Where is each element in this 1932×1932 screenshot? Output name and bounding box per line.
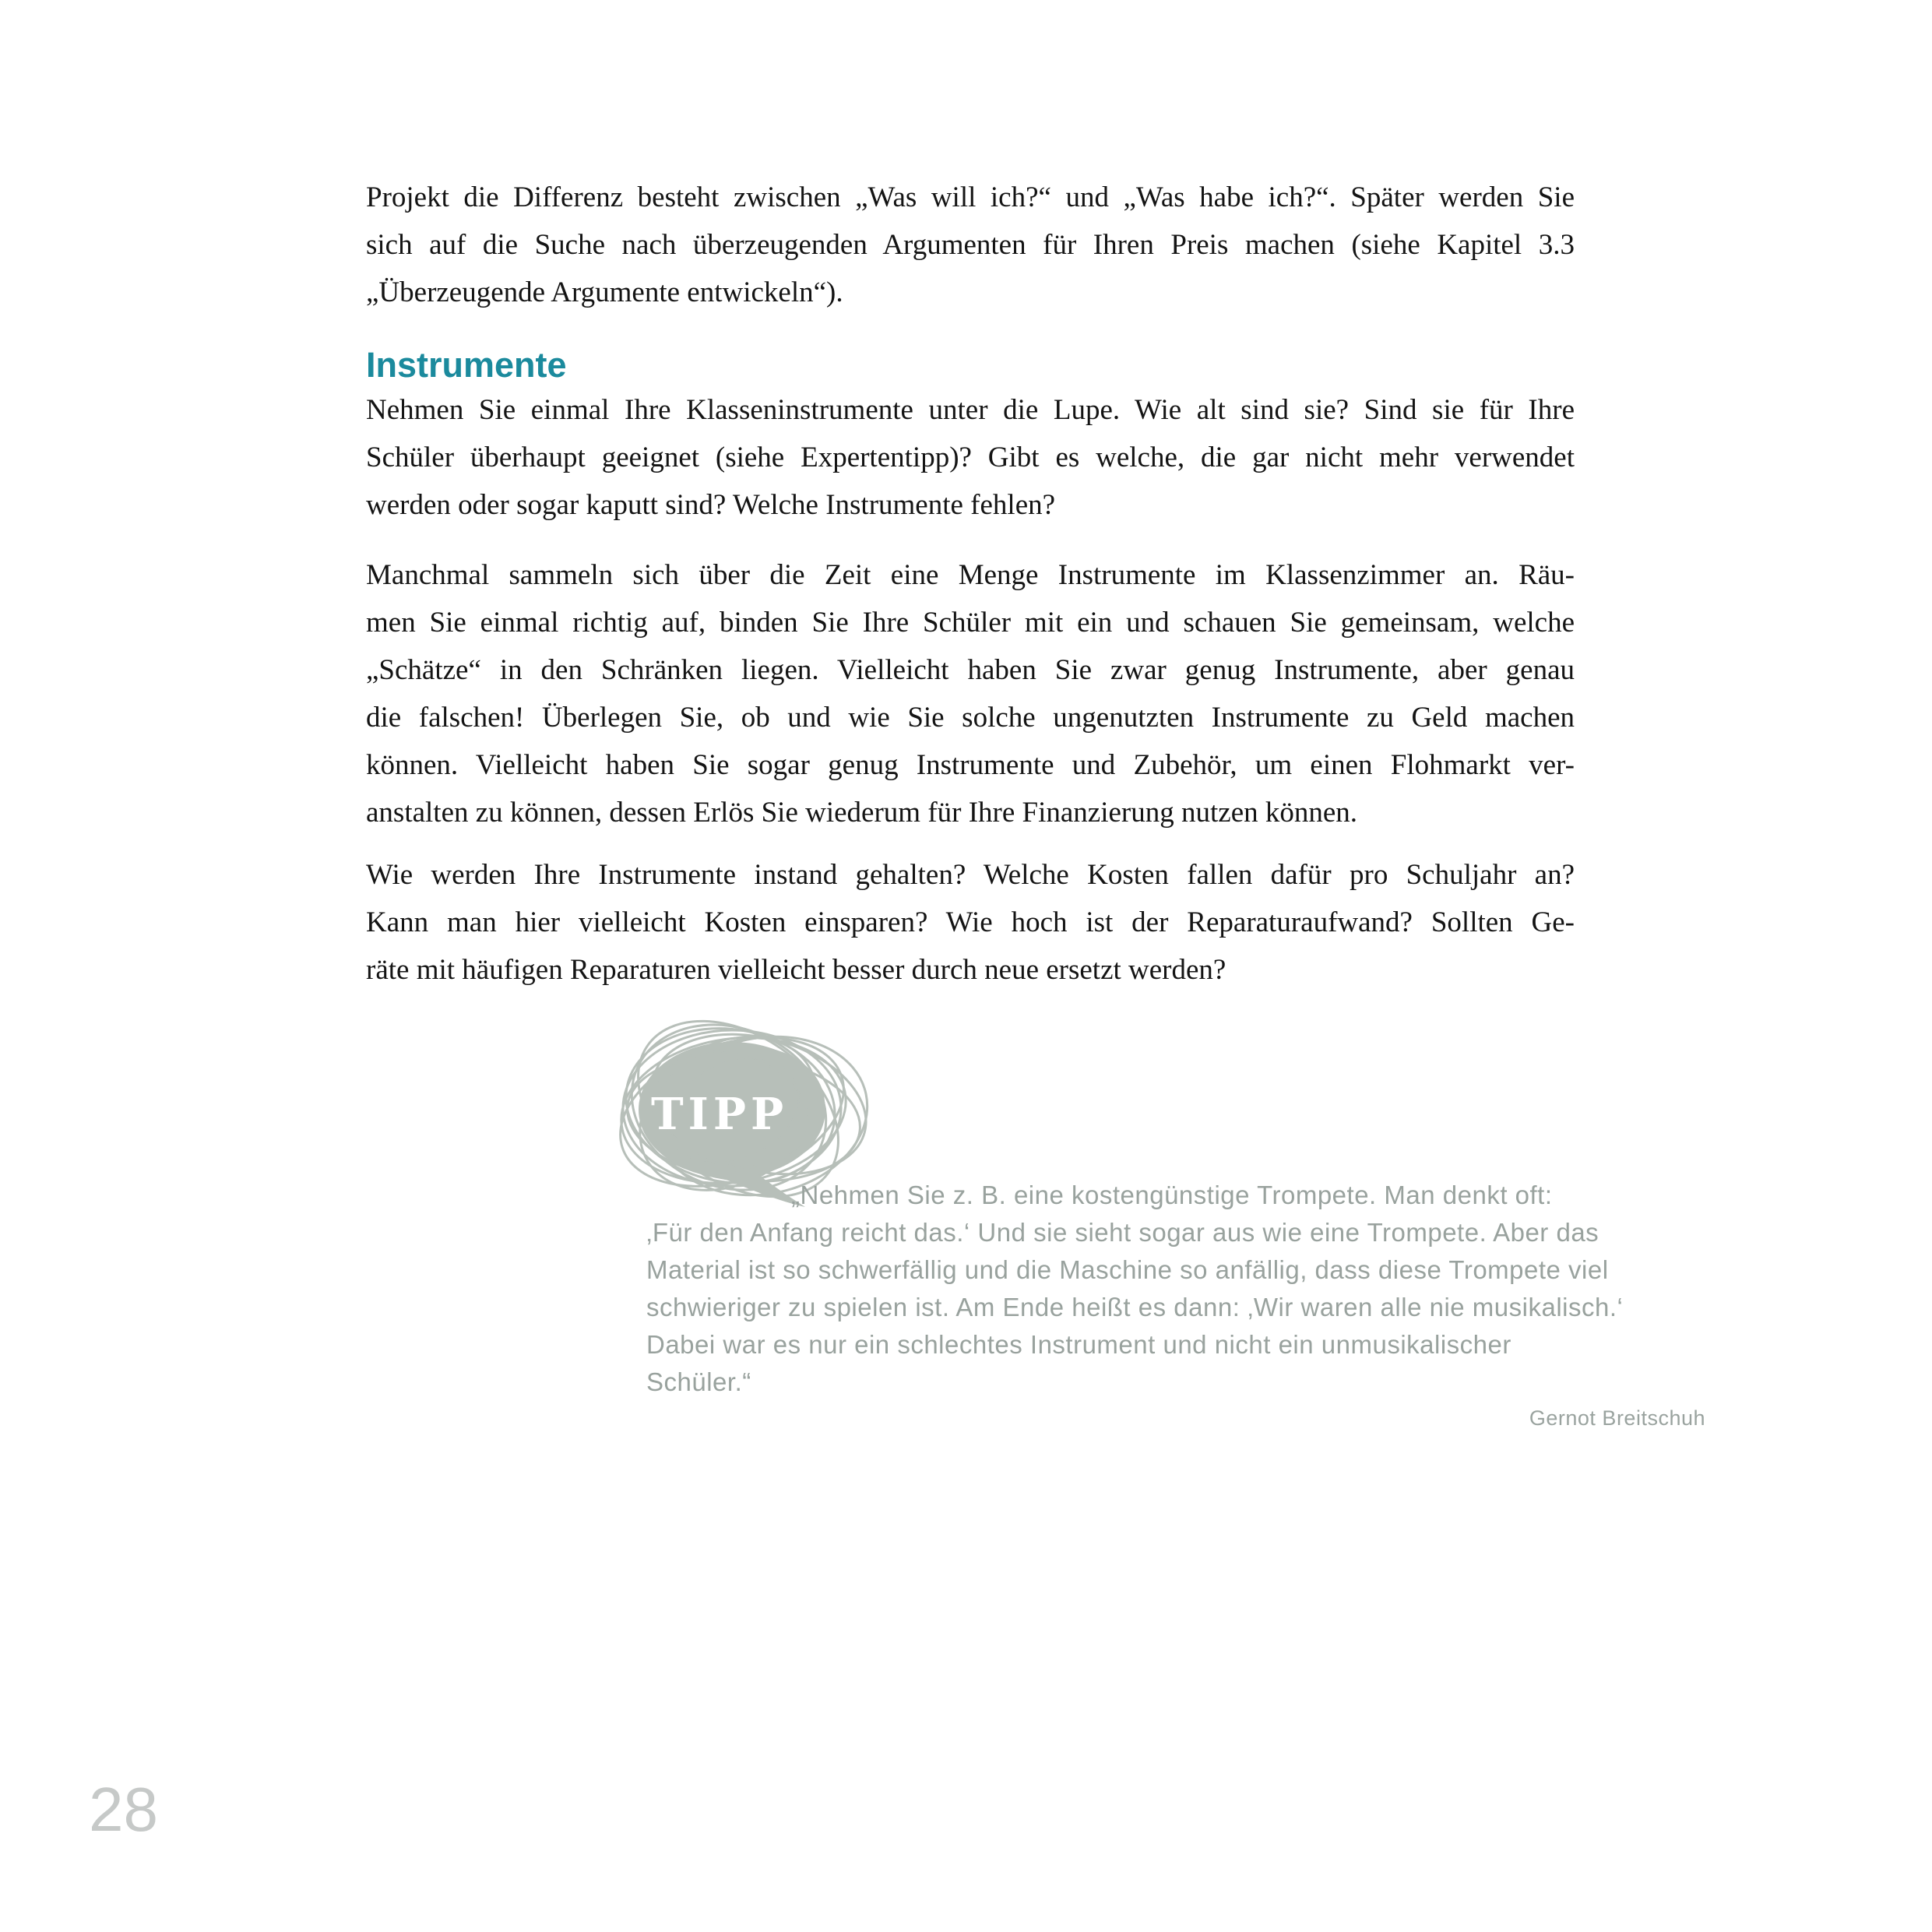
page-number: 28	[89, 1775, 158, 1844]
quote-line: Schüler.“	[646, 1367, 751, 1396]
quote-attribution: Gernot Breitschuh	[1529, 1406, 1705, 1430]
paragraph-line: „Schätze“ in den Schränken liegen. Vielleicht haben Sie zwar genug Instrumente, aber genau	[366, 654, 1575, 686]
paragraph-line: Kann man hier vielleicht Kosten einsparen? Wie hoch ist der Reparaturaufwand? Sollten Ge-	[366, 906, 1575, 938]
paragraph-line: räte mit häufigen Reparaturen vielleicht besser durch neue ersetzt werden?	[366, 954, 1226, 986]
quote-line: ‚Für den Anfang reicht das.‘ Und sie sieht sogar aus wie eine Trompete. Aber das	[646, 1218, 1599, 1247]
section-heading-instrumente: Instrumente	[366, 345, 567, 385]
tip-stamp-label: TIPP	[651, 1089, 789, 1140]
paragraph-line: werden oder sogar kaputt sind? Welche Instrumente fehlen?	[366, 489, 1056, 521]
quote-line: schwieriger zu spielen ist. Am Ende heißt es dann: ‚Wir waren alle nie musikalisch.‘	[646, 1293, 1624, 1321]
paragraph-inventory	[366, 386, 1575, 529]
paragraph-line: Manchmal sammeln sich über die Zeit eine Menge Instrumente im Klassenzimmer an. Räu-	[366, 559, 1575, 591]
paragraph-line: die falschen! Überlegen Sie, ob und wie Sie solche ungenutzten Instrumente zu Geld machen	[366, 702, 1575, 734]
quote-line: „Nehmen Sie z. B. eine kostengünstige Trompete. Man denkt oft:	[791, 1181, 1553, 1209]
paragraph-line: sich auf die Suche nach überzeugenden Argumenten für Ihren Preis machen (siehe Kapitel 3.3	[366, 229, 1575, 261]
paragraph-line: „Überzeugende Argumente entwickeln“).	[366, 276, 843, 308]
intro-paragraph	[366, 174, 1575, 316]
paragraph-line: Nehmen Sie einmal Ihre Klasseninstrumente unter die Lupe. Wie alt sind sie? Sind sie für Ihre	[366, 394, 1575, 426]
paragraph-line: Schüler überhaupt geeignet (siehe Expertentipp)? Gibt es welche, die gar nicht mehr verwendet	[366, 442, 1575, 473]
quote-line: Material ist so schwerfällig und die Maschine so anfällig, dass diese Trompete viel	[646, 1255, 1609, 1284]
paragraph-line: können. Vielleicht haben Sie sogar genug Instrumente und Zubehör, um einen Flohmarkt ver-	[366, 749, 1575, 781]
paragraph-maintenance	[366, 851, 1575, 994]
paragraph-line: anstalten zu können, dessen Erlös Sie wiederum für Ihre Finanzierung nutzen können.	[366, 797, 1358, 829]
paragraph-line: Projekt die Differenz besteht zwischen „Was will ich?“ und „Was habe ich?“. Später werden Sie	[366, 181, 1575, 213]
paragraph-line: men Sie einmal richtig auf, binden Sie Ihre Schüler mit ein und schauen Sie gemeinsam, welche	[366, 607, 1575, 639]
quote-line: Dabei war es nur ein schlechtes Instrument und nicht ein unmusikalischer	[646, 1330, 1511, 1359]
paragraph-line: Wie werden Ihre Instrumente instand gehalten? Welche Kosten fallen dafür pro Schuljahr an?	[366, 859, 1575, 891]
expert-tip-quote	[646, 1177, 1737, 1401]
paragraph-cleanup	[366, 551, 1575, 836]
